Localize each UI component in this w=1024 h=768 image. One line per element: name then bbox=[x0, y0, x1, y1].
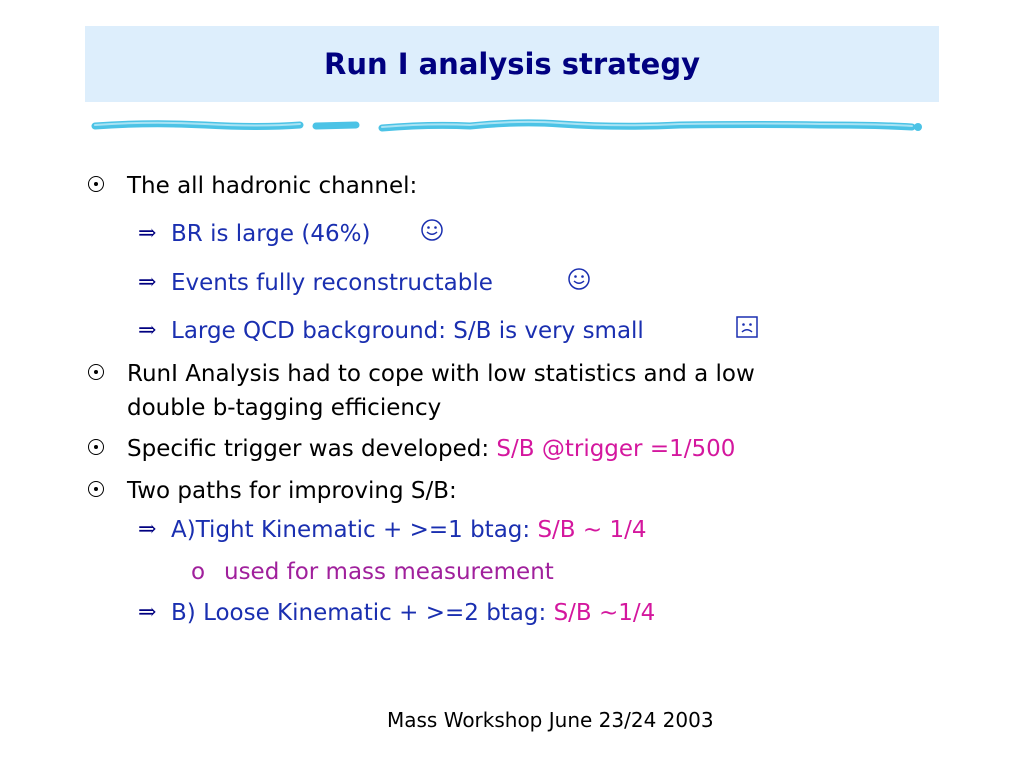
smiley-face-icon bbox=[420, 218, 444, 242]
implies-arrow-icon: ⇒ bbox=[138, 517, 157, 542]
implies-arrow-icon: ⇒ bbox=[138, 318, 157, 343]
circle-bullet-icon bbox=[88, 481, 104, 497]
slide-title: Run I analysis strategy bbox=[324, 47, 700, 81]
bullet-text-continuation: double b-tagging efficiency bbox=[127, 395, 442, 421]
third-level-text: used for mass measurement bbox=[224, 559, 554, 585]
sub-bullet-text: Large QCD background: S/B is very small bbox=[171, 318, 644, 344]
third-level-bullet-mark: o bbox=[191, 559, 206, 585]
highlight-text: S/B @trigger =1/500 bbox=[496, 436, 736, 462]
smiley-face-icon bbox=[567, 267, 591, 291]
title-bar bbox=[85, 26, 939, 102]
sub-bullet-text bbox=[171, 597, 655, 629]
bullet-text bbox=[127, 433, 735, 465]
slide-footer: Mass Workshop June 23/24 2003 bbox=[387, 708, 714, 732]
sub-bullet-text: BR is large (46%) bbox=[171, 221, 371, 247]
implies-arrow-icon: ⇒ bbox=[138, 270, 157, 295]
sub-bullet-text bbox=[171, 514, 647, 546]
sub-bullet-text-main: A)Tight Kinematic + >=1 btag: bbox=[171, 517, 531, 543]
wavy-divider bbox=[0, 112, 1024, 142]
bullet-text-main: Specific trigger was developed: bbox=[127, 436, 490, 462]
circle-bullet-icon bbox=[88, 176, 104, 192]
bullet-text: Two paths for improving S/B: bbox=[127, 478, 457, 504]
circle-bullet-icon bbox=[88, 439, 104, 455]
sub-bullet-text-main: B) Loose Kinematic + >=2 btag: bbox=[171, 600, 547, 626]
frowny-face-icon bbox=[735, 315, 759, 339]
bullet-text: The all hadronic channel: bbox=[127, 173, 418, 199]
implies-arrow-icon: ⇒ bbox=[138, 221, 157, 246]
sub-bullet-text: Events fully reconstructable bbox=[171, 270, 493, 296]
bullet-text: RunI Analysis had to cope with low statistics and a low bbox=[127, 361, 755, 387]
highlight-text: S/B ~1/4 bbox=[553, 600, 656, 626]
highlight-text: S/B ~ 1/4 bbox=[537, 517, 647, 543]
circle-bullet-icon bbox=[88, 364, 104, 380]
implies-arrow-icon: ⇒ bbox=[138, 600, 157, 625]
